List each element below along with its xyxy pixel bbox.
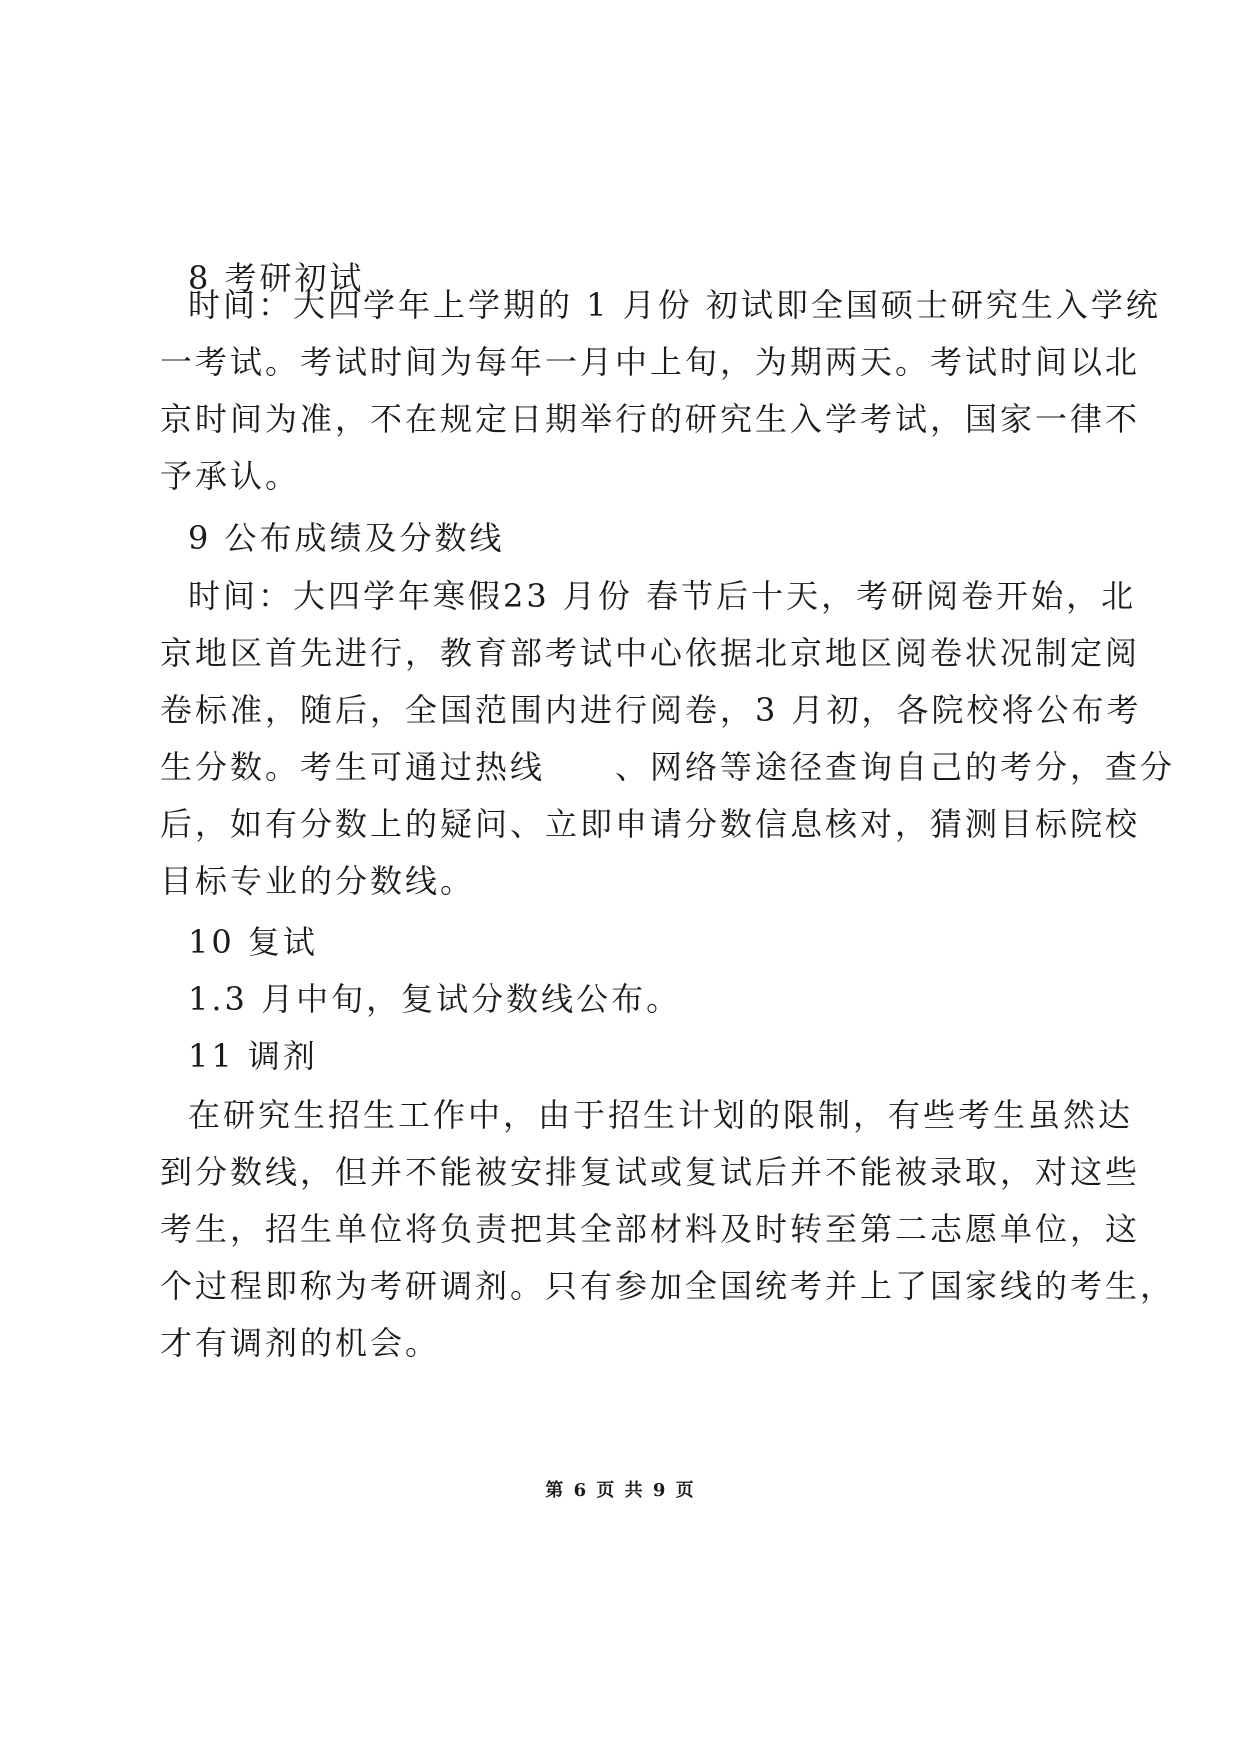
paragraph-line: 个过程即称为考研调剂。只有参加全国统考并上了国家线的考生， <box>160 1267 1176 1305</box>
section-heading-10: 10 复试 <box>188 923 318 961</box>
paragraph-line: 时间：大四学年上学期的 1 月份 初试即全国硕士研究生入学统 <box>188 286 1161 324</box>
paragraph-line: 考生，招生单位将负责把其全部材料及时转至第二志愿单位，这 <box>160 1210 1141 1248</box>
section-heading-11: 11 调剂 <box>188 1037 318 1075</box>
paragraph-line: 京地区首先进行，教育部考试中心依据北京地区阅卷状况制定阅 <box>160 634 1141 672</box>
paragraph-line: 予承认。 <box>160 457 301 495</box>
section-heading-8: 8 考研初试 <box>188 259 365 297</box>
paragraph-line: 京时间为准，不在规定日期举行的研究生入学考试，国家一律不 <box>160 400 1141 438</box>
paragraph-line: 目标专业的分数线。 <box>160 862 476 900</box>
paragraph-line: 时间：大四学年寒假23 月份 春节后十天，考研阅卷开始，北 <box>188 577 1137 615</box>
paragraph-line: 后，如有分数上的疑问、立即申请分数信息核对，猜测目标院校 <box>160 805 1141 843</box>
paragraph-line: 一考试。考试时间为每年一月中上旬，为期两天。考试时间以北 <box>160 343 1141 381</box>
paragraph-line: 生分数。考生可通过热线 、网络等途径查询自己的考分，查分 <box>160 748 1176 786</box>
paragraph-line: 到分数线，但并不能被安排复试或复试后并不能被录取，对这些 <box>160 1153 1141 1191</box>
paragraph-line: 才有调剂的机会。 <box>160 1324 441 1362</box>
paragraph-line: 在研究生招生工作中，由于招生计划的限制，有些考生虽然达 <box>188 1096 1134 1134</box>
paragraph-line: 卷标准，随后，全国范围内进行阅卷，3 月初，各院校将公布考 <box>160 691 1142 729</box>
page-footer: 第 6 页 共 9 页 <box>545 1480 696 1501</box>
paragraph-line: 1.3 月中旬，复试分数线公布。 <box>188 980 682 1018</box>
section-heading-9: 9 公布成绩及分数线 <box>188 519 505 557</box>
